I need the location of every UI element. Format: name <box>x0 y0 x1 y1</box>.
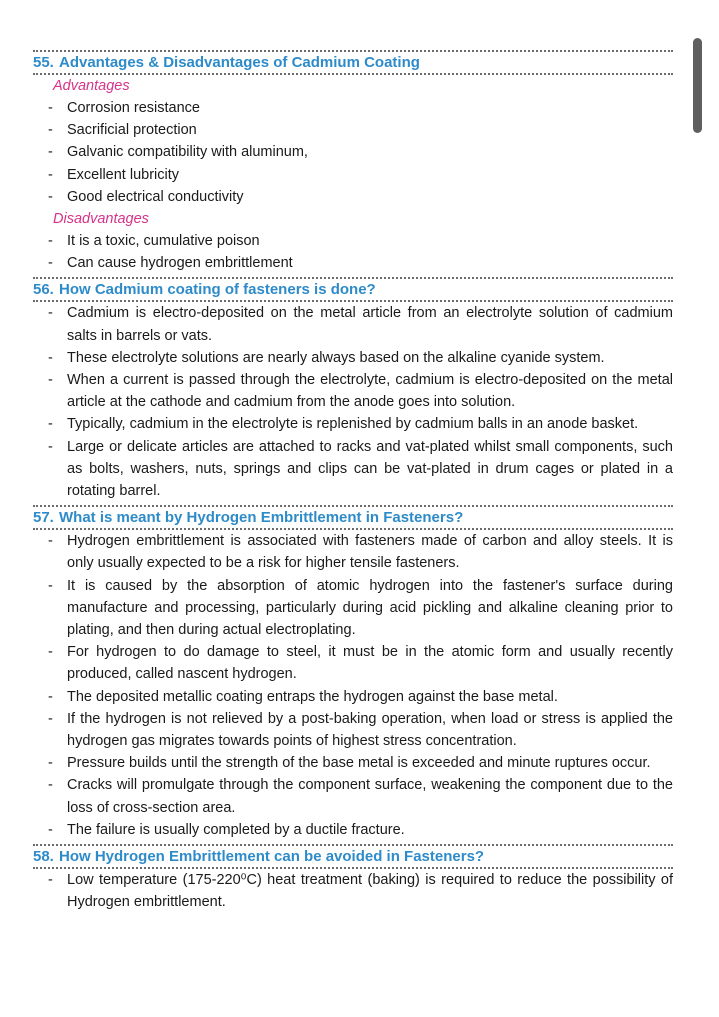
bullet-dash: - <box>48 188 53 205</box>
section-number: 57. <box>33 509 54 527</box>
list-item: - Cadmium is electro-deposited on the metal article from an electrolyte solution of cadmium salts in barrels or vats. <box>33 302 673 346</box>
document-page <box>33 50 673 914</box>
section-56 <box>33 277 673 502</box>
section-list <box>33 869 673 913</box>
bullet-dash: - <box>48 710 53 727</box>
list-item: - It is caused by the absorption of atomic hydrogen into the fastener's surface during manufacture and processing, particularly during acid pickling and alkaline cleaning prior to plating, and then during actual electroplating. <box>33 575 673 642</box>
list-item: - Pressure builds until the strength of the base metal is exceeded and minute ruptures occur. <box>33 752 673 774</box>
list-item: - Cracks will promulgate through the component surface, weakening the component due to the loss of cross-section area. <box>33 774 673 818</box>
section-heading <box>33 505 673 530</box>
section-list <box>33 302 673 502</box>
list-item: - Typically, cadmium in the electrolyte is replenished by cadmium balls in an anode basket. <box>33 413 673 435</box>
section-heading <box>33 277 673 302</box>
bullet-dash: - <box>48 255 53 272</box>
disadvantages-list <box>33 230 673 274</box>
bullet-dash: - <box>48 144 53 161</box>
section-number: 58. <box>33 848 54 866</box>
bullet-dash: - <box>48 872 53 889</box>
bullet-dash: - <box>48 777 53 794</box>
section-title: How Hydrogen Embrittlement can be avoided in Fasteners? <box>59 848 485 866</box>
bullet-dash: - <box>48 688 53 705</box>
bullet-dash: - <box>48 438 53 455</box>
bullet-dash: - <box>48 644 53 661</box>
section-list <box>33 530 673 841</box>
list-item: - When a current is passed through the electrolyte, cadmium is electro-deposited on the metal article at the cathode and cadmium from the anode goes into solution. <box>33 369 673 413</box>
list-item: - Large or delicate articles are attached to racks and vat-plated whilst small components, such as bolts, washers, nuts, springs and clips can be vat-plated in drum cages or plated in a rotating barrel. <box>33 436 673 503</box>
list-item: - Low temperature (175-220⁰C) heat treatment (baking) is required to reduce the possibility of Hydrogen embrittlement. <box>33 869 673 913</box>
bullet-dash: - <box>48 166 53 183</box>
section-number: 56. <box>33 281 54 299</box>
list-item: - If the hydrogen is not relieved by a post-baking operation, when load or stress is applied the hydrogen gas migrates towards points of highest stress concentration. <box>33 708 673 752</box>
bullet-dash: - <box>48 821 53 838</box>
section-57 <box>33 505 673 841</box>
section-heading <box>33 50 673 75</box>
advantages-label: Advantages <box>53 78 130 94</box>
list-item: - Sacrificial protection <box>33 119 673 141</box>
section-title: Advantages & Disadvantages of Cadmium Coating <box>59 54 420 71</box>
advantages-list <box>33 97 673 208</box>
list-item: - These electrolyte solutions are nearly always based on the alkaline cyanide system. <box>33 347 673 369</box>
bullet-dash: - <box>48 577 53 594</box>
bullet-dash: - <box>48 349 53 366</box>
list-item: - Good electrical conductivity <box>33 186 673 208</box>
disadvantages-label: Disadvantages <box>53 211 149 228</box>
bullet-dash: - <box>48 233 53 250</box>
bullet-dash: - <box>48 372 53 389</box>
list-item: - The deposited metallic coating entraps the hydrogen against the base metal. <box>33 686 673 708</box>
list-item: - It is a toxic, cumulative poison <box>33 230 673 252</box>
list-item: - Excellent lubricity <box>33 164 673 186</box>
list-item: - The failure is usually completed by a ductile fracture. <box>33 819 673 841</box>
section-title: How Cadmium coating of fasteners is done? <box>59 281 376 299</box>
bullet-dash: - <box>48 122 53 139</box>
section-heading <box>33 844 673 869</box>
bullet-dash: - <box>48 100 53 116</box>
list-item: - Corrosion resistance <box>33 97 673 119</box>
section-title: What is meant by Hydrogen Embrittlement in Fasteners? <box>59 509 464 527</box>
list-item: - Galvanic compatibility with aluminum, <box>33 141 673 163</box>
bullet-dash: - <box>48 533 53 550</box>
bullet-dash: - <box>48 305 53 322</box>
section-55 <box>33 50 673 274</box>
bullet-dash: - <box>48 755 53 772</box>
section-number: 55. <box>33 54 54 71</box>
bullet-dash: - <box>48 416 53 433</box>
list-item: - For hydrogen to do damage to steel, it must be in the atomic form and usually recently produced, called nascent hydrogen. <box>33 641 673 685</box>
list-item: - Can cause hydrogen embrittlement <box>33 252 673 274</box>
list-item: - Hydrogen embrittlement is associated with fasteners made of carbon and alloy steels. It is only usually expected to be a risk for higher tensile fasteners. <box>33 530 673 574</box>
section-58 <box>33 844 673 913</box>
scrollbar-thumb[interactable] <box>693 38 702 133</box>
